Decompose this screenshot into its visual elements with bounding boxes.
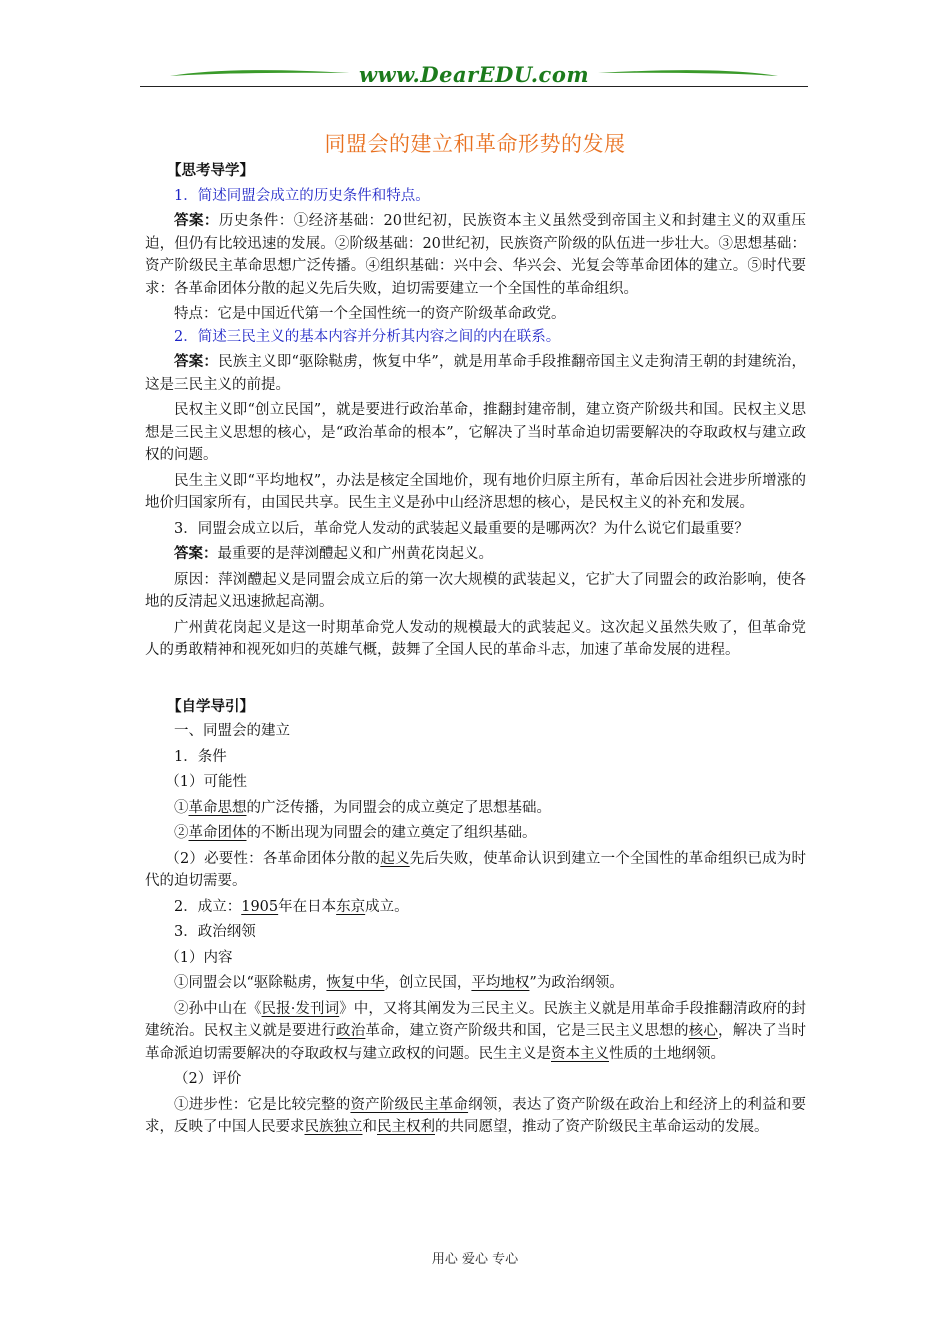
text: （2）必要性：各革命团体分散的 (165, 850, 381, 867)
answer-3 (145, 543, 806, 566)
list-item (145, 972, 806, 995)
text: 成立。 (365, 898, 409, 915)
fill-blank: 恢复中华 (326, 975, 385, 991)
fill-blank: 民报·发刊词 (261, 1000, 340, 1017)
fill-blank: 资本主义 (551, 1045, 609, 1062)
text: ①同盟会以“驱除鞑虏， (174, 975, 327, 991)
answer-2-para-2: 民权主义即“创立民国”，就是要进行政治革命，推翻封建帝制，建立资产阶级共和国。民权主义思想是三民主义思想的核心，是“政治革命的根本”，它解决了当时革命迫切需要解决的夺取政权与建立政权的问题。 (145, 402, 806, 463)
list-item (145, 1094, 806, 1139)
question-2: 2．简述三民主义的基本内容并分析其内容之间的内在联系。 (174, 328, 561, 345)
answer-2-para-3: 民生主义即“平均地权”，办法是核定全国地价，现有地价归原主所有，革命后因社会进步所增涨的地价归国家所有，由国民共享。民生主义是孙中山经济思想的核心，是民权主义的补充和发展。 (145, 472, 806, 511)
list-item (145, 896, 806, 919)
text: 2．成立： (174, 898, 242, 915)
heading-conditions: 1．条件 (174, 748, 227, 765)
text: 先后失败，使革命认识到建立一个全国性的革命组织已成为时代的迫切需要。 (145, 850, 807, 889)
heading-content: （1）内容 (165, 949, 233, 966)
fill-blank: 民主权利 (377, 1119, 435, 1135)
green-swoosh-icon (598, 64, 778, 82)
page-footer: 用心 爱心 专心 (431, 1252, 519, 1267)
answer-2 (145, 351, 806, 396)
text: 纲领，表达了资产阶级在政治上和经济上的利益和要求，反映了中国人民要求 (145, 1096, 807, 1135)
fill-blank: 革命思想 (188, 799, 247, 816)
question-3: 3．同盟会成立以后，革命党人发动的武装起义最重要的是哪两次？为什么说它们最重要？ (174, 520, 749, 537)
answer-label: 答案： (174, 354, 219, 370)
answer-3-para-2: 原因：萍浏醴起义是同盟会成立后的第一次大规模的武装起义，它扩大了同盟会的政治影响，使各地的反清起义迅速掀起高潮。 (145, 571, 806, 610)
text: 年在日本 (278, 898, 337, 915)
text: 革命，建立资产阶级共和国，它是三民主义思想的 (365, 1023, 689, 1039)
fill-blank: 民族独立 (304, 1119, 363, 1135)
text: ②孙中山在《 (174, 1000, 262, 1017)
fill-blank: 资产阶级民主革命 (350, 1096, 469, 1113)
text: ① (174, 799, 189, 816)
text: 》中，又将其阐发为三民主义。民族主义就是用革命手段推翻清政府的封建统治。民权主义就是要进行 (145, 1000, 807, 1039)
header-rule (140, 86, 808, 87)
text: ，创立民国， (384, 975, 472, 991)
text: ①进步性：它是比较完整的 (174, 1096, 351, 1113)
answer-1-feature: 特点：它是中国近代第一个全国性统一的资产阶级革命政党。 (174, 306, 566, 322)
fill-blank: 政治 (336, 1023, 366, 1039)
text: ，解决了当时革命派迫切需要解决的夺取政权与建立政权的问题。民生主义是 (145, 1023, 807, 1062)
heading-program: 3．政治纲领 (174, 924, 256, 940)
answer-label: 答案： (174, 546, 218, 562)
text: 的共同愿望，推动了资产阶级民主革命运动的发展。 (435, 1119, 769, 1135)
fill-blank: 起义 (380, 850, 410, 867)
text: 的广泛传播，为同盟会的成立奠定了思想基础。 (246, 799, 551, 816)
question-1: 1．简述同盟会成立的历史条件和特点。 (174, 187, 430, 204)
fill-blank: 平均地权 (471, 975, 530, 991)
answer-3-para-3: 广州黄花岗起义是这一时期革命党人发动的规模最大的武装起义。这次起义虽然失败了，但革命党人的勇敢精神和视死如归的英雄气概，鼓舞了全国人民的革命斗志，加速了革命发展的进程。 (145, 619, 806, 658)
page-title: 同盟会的建立和革命形势的发展 (324, 132, 626, 156)
text: ”为政治纲领。 (529, 975, 624, 991)
fill-blank: 革命团体 (188, 825, 247, 841)
document-body (145, 160, 806, 1139)
text: 的不断出现为同盟会的建立奠定了组织基础。 (246, 825, 537, 841)
answer-label: 答案： (174, 213, 219, 229)
text: ② (174, 825, 189, 841)
list-item (145, 822, 806, 845)
list-item (145, 797, 806, 820)
answer-text: 民族主义即“驱除鞑虏，恢复中华”，就是用革命手段推翻帝国主义走狗清王朝的封建统治，这是三民主义的前提。 (145, 354, 807, 393)
section-heading-self-study: 【自学导引】 (167, 698, 254, 715)
text: 和 (362, 1119, 377, 1135)
fill-blank: 核心 (688, 1023, 719, 1039)
section-gap (145, 662, 806, 696)
heading-possibility: （1）可能性 (165, 774, 248, 790)
answer-text: 最重要的是萍浏醴起义和广州黄花岗起义。 (217, 546, 493, 562)
answer-text: 历史条件：①经济基础：20世纪初，民族资本主义虽然受到帝国主义和封建主义的双重压迫，但仍有比较迅速的发展。②阶级基础：20世纪初，民族资产阶级的队伍进一步壮大。③思想基础：资产阶级民主革命思想广泛传播。④组织基础：兴中会、华兴会、光复会等革命团体的建立。⑤时代要求：各革命团体分散的起义先后失败，迫切需要建立一个全国性的革命组织。 (145, 213, 807, 297)
answer-1 (145, 210, 806, 300)
text: 性质的土地纲领。 (609, 1045, 725, 1062)
fill-blank: 东京 (336, 898, 366, 915)
heading-level-1: 一、同盟会的建立 (174, 723, 290, 739)
fill-blank: 1905 (241, 898, 279, 915)
list-item (145, 998, 806, 1066)
section-heading-think: 【思考导学】 (167, 163, 254, 179)
list-item (145, 848, 806, 893)
site-logo[interactable]: www.DearEDU.com (358, 62, 590, 87)
heading-evaluation: （2）评价 (174, 1071, 242, 1087)
site-header (140, 58, 808, 94)
